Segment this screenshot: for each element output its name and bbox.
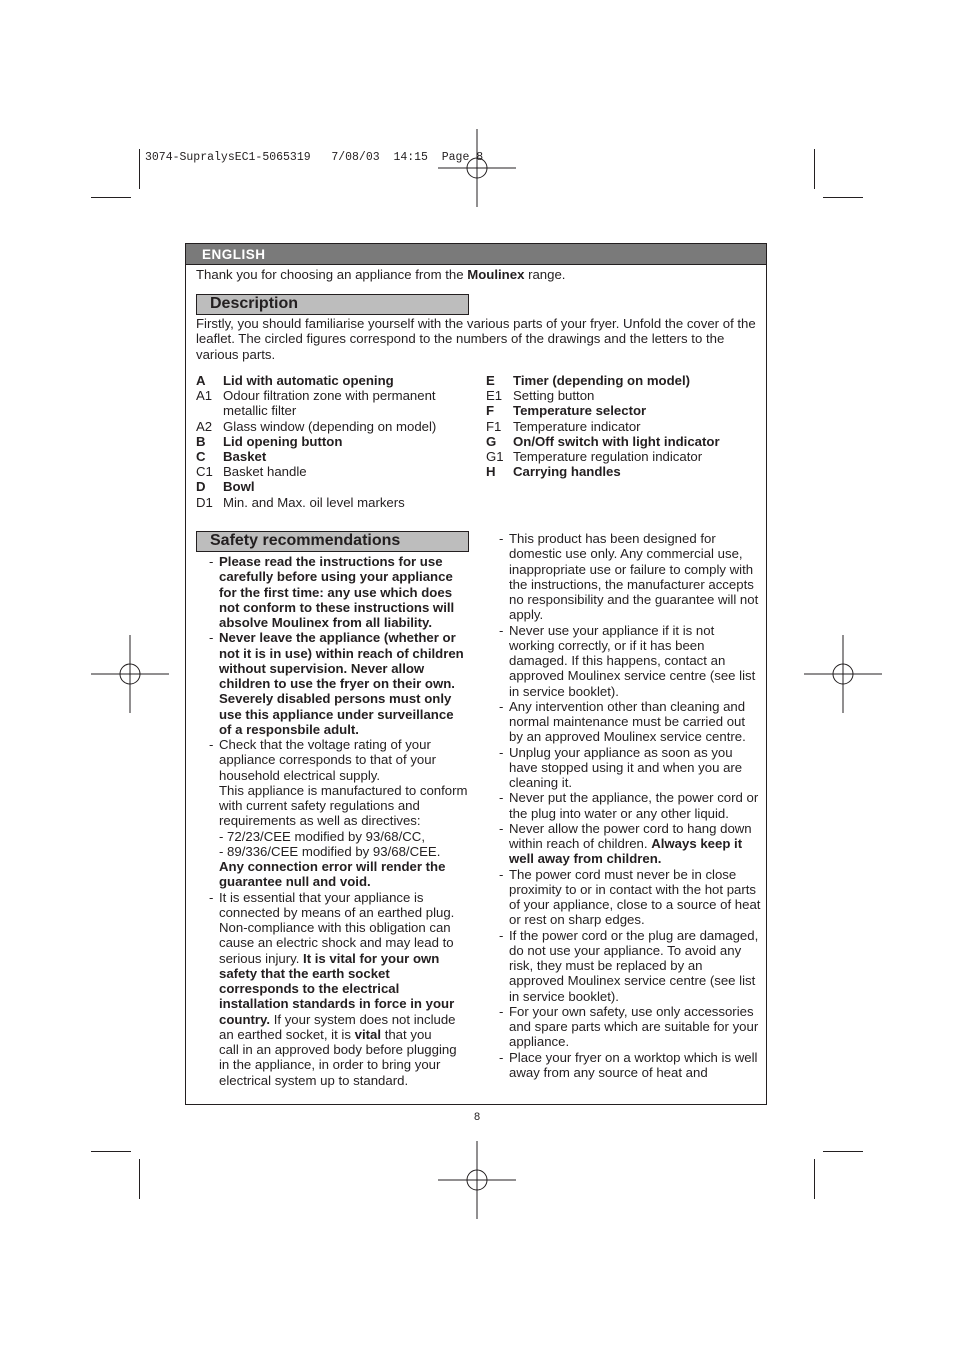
part-code: D (196, 479, 206, 495)
printer-slug: 3074-SupralysEC1-5065319 7/08/03 14:15 Page 8 (145, 151, 484, 164)
list-item: - It is essential that your appliance is connected by means of an earthed plug. Non-compliance with this obligation can cause an electric shock and may lead to serious injury. It is vital for your own safety that the earth socket corresponds to the electrical installation standards in force in your country. If your system does not include an earthed socket, it is vital that you call in an approved body before plugging in the appliance, in order to bring your electrical system up to standard. (209, 889, 457, 1088)
part-code: C1 (196, 464, 213, 480)
part-code: G (486, 433, 497, 449)
directive-line: - 89/336/CEE modified by 93/68/CEE. (219, 843, 441, 859)
part-item (196, 434, 464, 449)
part-code: G1 (486, 449, 504, 465)
safety-text: Always keep it well away from children. (509, 836, 743, 867)
safety-text: It is essential that your appliance is connected by means of an earthed plug. Non-compliance with this obligation can cause an electric shock and may lead to serious injury. (219, 889, 455, 966)
list-item: - The power cord must never be in close proximity to or in contact with the hot parts of your appliance, close to a source of heat or rest on sharp edges. (499, 866, 761, 928)
part-label: Basket handle (223, 464, 307, 480)
part-item (196, 479, 464, 494)
part-item (196, 388, 464, 418)
list-item: - Never leave the appliance (whether or not it is in use) within reach of children without supervision. Never allow children to use the fryer on their own. Severely disabled persons must only use this appliance under surveillance of a responsbile adult. (209, 630, 464, 737)
part-label: Temperature indicator (513, 418, 641, 434)
list-item: - Any intervention other than cleaning and normal maintenance must be carried out by an approved Moulinex service centre. (499, 698, 746, 745)
parts-list-right (486, 373, 754, 479)
part-item (486, 388, 754, 403)
list-item: - Never use your appliance if it is not working correctly, or if it has been damaged. If this happens, contact an approved Moulinex service centre (see list in service booklet). (499, 622, 756, 699)
safety-text: Check that the voltage rating of your appliance corresponds to that of your household electrical supply. (219, 737, 436, 783)
safety-text: Place your fryer on a worktop which is well away from any source of heat and (509, 1049, 758, 1080)
list-item: - Check that the voltage rating of your appliance corresponds to that of your household electrical supply. This appliance is manufactured to conform with current safety regulations and requirements as well as directives: - 72/23/CEE modified by 93/68/CC, - 89/336/CEE modified by 93/68/CEE. Any connection error will render the guarantee null and void. (209, 737, 468, 890)
part-label: Odour filtration zone with permanent metallic filter (223, 388, 436, 419)
page-number: 8 (473, 1111, 481, 1123)
description-heading: Description (196, 294, 469, 315)
list-item: - Place your fryer on a worktop which is well away from any source of heat and (499, 1049, 758, 1080)
safety-text: For your own safety, use only accessories and spare parts which are suitable for your appliance. (509, 1003, 759, 1050)
safety-list-left (209, 554, 469, 1088)
crop-mark (814, 1159, 815, 1199)
part-code: F (486, 403, 495, 419)
part-item (486, 373, 754, 388)
list-item: - Please read the instructions for use carefully before using your appliance for the first time: any use which does not conform to these instructions will absolve Moulinex from all liability. (209, 554, 455, 630)
safety-text: Unplug your appliance as soon as you have stopped using it and when you are cleaning it. (509, 744, 743, 790)
crop-mark (91, 197, 131, 198)
crop-mark (814, 149, 815, 189)
safety-text: that you (384, 1026, 432, 1042)
safety-text: call in an approved body before plugging in the appliance, in order to bring your electrical system up to standard. (219, 1042, 457, 1088)
part-code: F1 (486, 418, 502, 434)
part-code: E (486, 373, 495, 388)
brand-name: Moulinex (467, 267, 525, 282)
list-item: - For your own safety, use only accessories and spare parts which are suitable for your appliance. (499, 1003, 759, 1050)
crop-mark (823, 197, 863, 198)
part-item (486, 419, 754, 434)
part-label: Lid with automatic opening (223, 373, 394, 388)
registration-mark-icon (438, 129, 516, 207)
safety-text: Please read the instructions for use carefully before using your appliance for the first time: any use which does not conform to these instructions will absolve Moulinex from all liability. (219, 554, 455, 630)
crop-mark (823, 1151, 863, 1152)
part-item (486, 449, 754, 464)
crop-mark (139, 149, 140, 189)
part-label: Basket (223, 449, 267, 465)
part-label: Timer (depending on model) (513, 373, 691, 388)
part-item (196, 495, 464, 510)
parts-list-left (196, 373, 464, 510)
part-item (196, 449, 464, 464)
safety-text: Never put the appliance, the power cord or the plug into water or any other liquid. (509, 790, 759, 821)
list-item: - This product has been designed for domestic use only. Any commercial use, inappropriate use or failure to comply with the instructions, the manufacturer accepts no responsibility and the guarantee will not apply. (499, 531, 759, 623)
part-code: H (486, 464, 496, 480)
list-item: - Never allow the power cord to hang down within reach of children. Always keep it well away from children. (499, 820, 752, 867)
safety-text: If the power cord or the plug are damaged, do not use your appliance. To avoid any risk, they must be replaced by an approved Moulinex service centre (see list in service booklet). (509, 927, 759, 1004)
part-code: C (196, 449, 206, 465)
list-item: - Never put the appliance, the power cord or the plug into water or any other liquid. (499, 790, 759, 821)
safety-text: Never allow the power cord to hang down within reach of children. (509, 820, 752, 851)
part-code: B (196, 433, 206, 449)
part-label: Min. and Max. oil level markers (223, 494, 405, 510)
part-code: A1 (196, 388, 213, 404)
description-text: Firstly, you should familiarise yourself with the various parts of your fryer. Unfold the cover of the leaflet. The circled figures correspond to the numbers of the drawings and the letters to the various parts. (196, 316, 756, 362)
safety-text: If your system does not include an earthed socket, it is (219, 1011, 456, 1042)
part-item (196, 373, 464, 388)
intro-before: Thank you for choosing an appliance from the (196, 267, 468, 282)
content-frame (185, 243, 767, 1105)
safety-text: This product has been designed for domestic use only. Any commercial use, inappropriate use or failure to comply with the instructions, the manufacturer accepts no responsibility and the guarantee will not apply. (509, 531, 759, 623)
directive-line: - 72/23/CEE modified by 93/68/CC, (219, 828, 425, 844)
part-label: Bowl (223, 479, 255, 495)
part-label: Temperature regulation indicator (513, 449, 703, 465)
part-label: Carrying handles (513, 464, 621, 480)
part-code: A (196, 373, 206, 388)
safety-text: The power cord must never be in close proximity to or in contact with the hot parts of your appliance, close to a source of heat or rest on sharp edges. (509, 866, 761, 928)
crop-mark (91, 1151, 131, 1152)
safety-heading: Safety recommendations (196, 531, 469, 552)
part-label: On/Off switch with light indicator (513, 433, 720, 449)
safety-text: This appliance is manufactured to conform with current safety regulations and requirements as well as directives: (219, 782, 468, 829)
part-label: Temperature selector (513, 403, 647, 419)
list-item: - If the power cord or the plug are damaged, do not use your appliance. To avoid any risk, they must be replaced by an approved Moulinex service centre (see list in service booklet). (499, 927, 759, 1004)
part-item (196, 419, 464, 434)
list-item: - Unplug your appliance as soon as you have stopped using it and when you are cleaning it. (499, 744, 743, 790)
part-item (486, 403, 754, 418)
safety-text: It is vital for your own safety that the earth socket corresponds to the electrical installation standards in force in your country. (219, 950, 455, 1027)
part-item (486, 464, 754, 479)
safety-text: Never leave the appliance (whether or not it is in use) within reach of children without supervision. Never allow children to use the fryer on their own. Severely disabled persons must only use this appliance under surveillance of a responsbile adult. (219, 630, 464, 737)
safety-text: vital (354, 1026, 382, 1042)
part-code: A2 (196, 418, 213, 434)
registration-mark-icon (438, 1141, 516, 1219)
registration-mark-icon (91, 635, 169, 713)
crop-mark (139, 1159, 140, 1199)
part-item (486, 434, 754, 449)
intro-text (196, 267, 565, 282)
part-label: Lid opening button (223, 433, 343, 449)
part-code: E1 (486, 388, 503, 404)
intro-after: range. (524, 267, 566, 282)
safety-list-right (499, 531, 761, 1080)
part-label: Setting button (513, 388, 595, 404)
part-code: D1 (196, 494, 213, 510)
registration-mark-icon (804, 635, 882, 713)
part-label: Glass window (depending on model) (223, 418, 437, 434)
part-item (196, 464, 464, 479)
safety-text: Any connection error will render the guarantee null and void. (219, 859, 446, 890)
safety-text: Never use your appliance if it is not working correctly, or if it has been damaged. If this happens, contact an approved Moulinex service centre (see list in service booklet). (509, 622, 756, 699)
language-header: ENGLISH (186, 244, 766, 265)
safety-text: Any intervention other than cleaning and normal maintenance must be carried out by an approved Moulinex service centre. (509, 698, 746, 745)
